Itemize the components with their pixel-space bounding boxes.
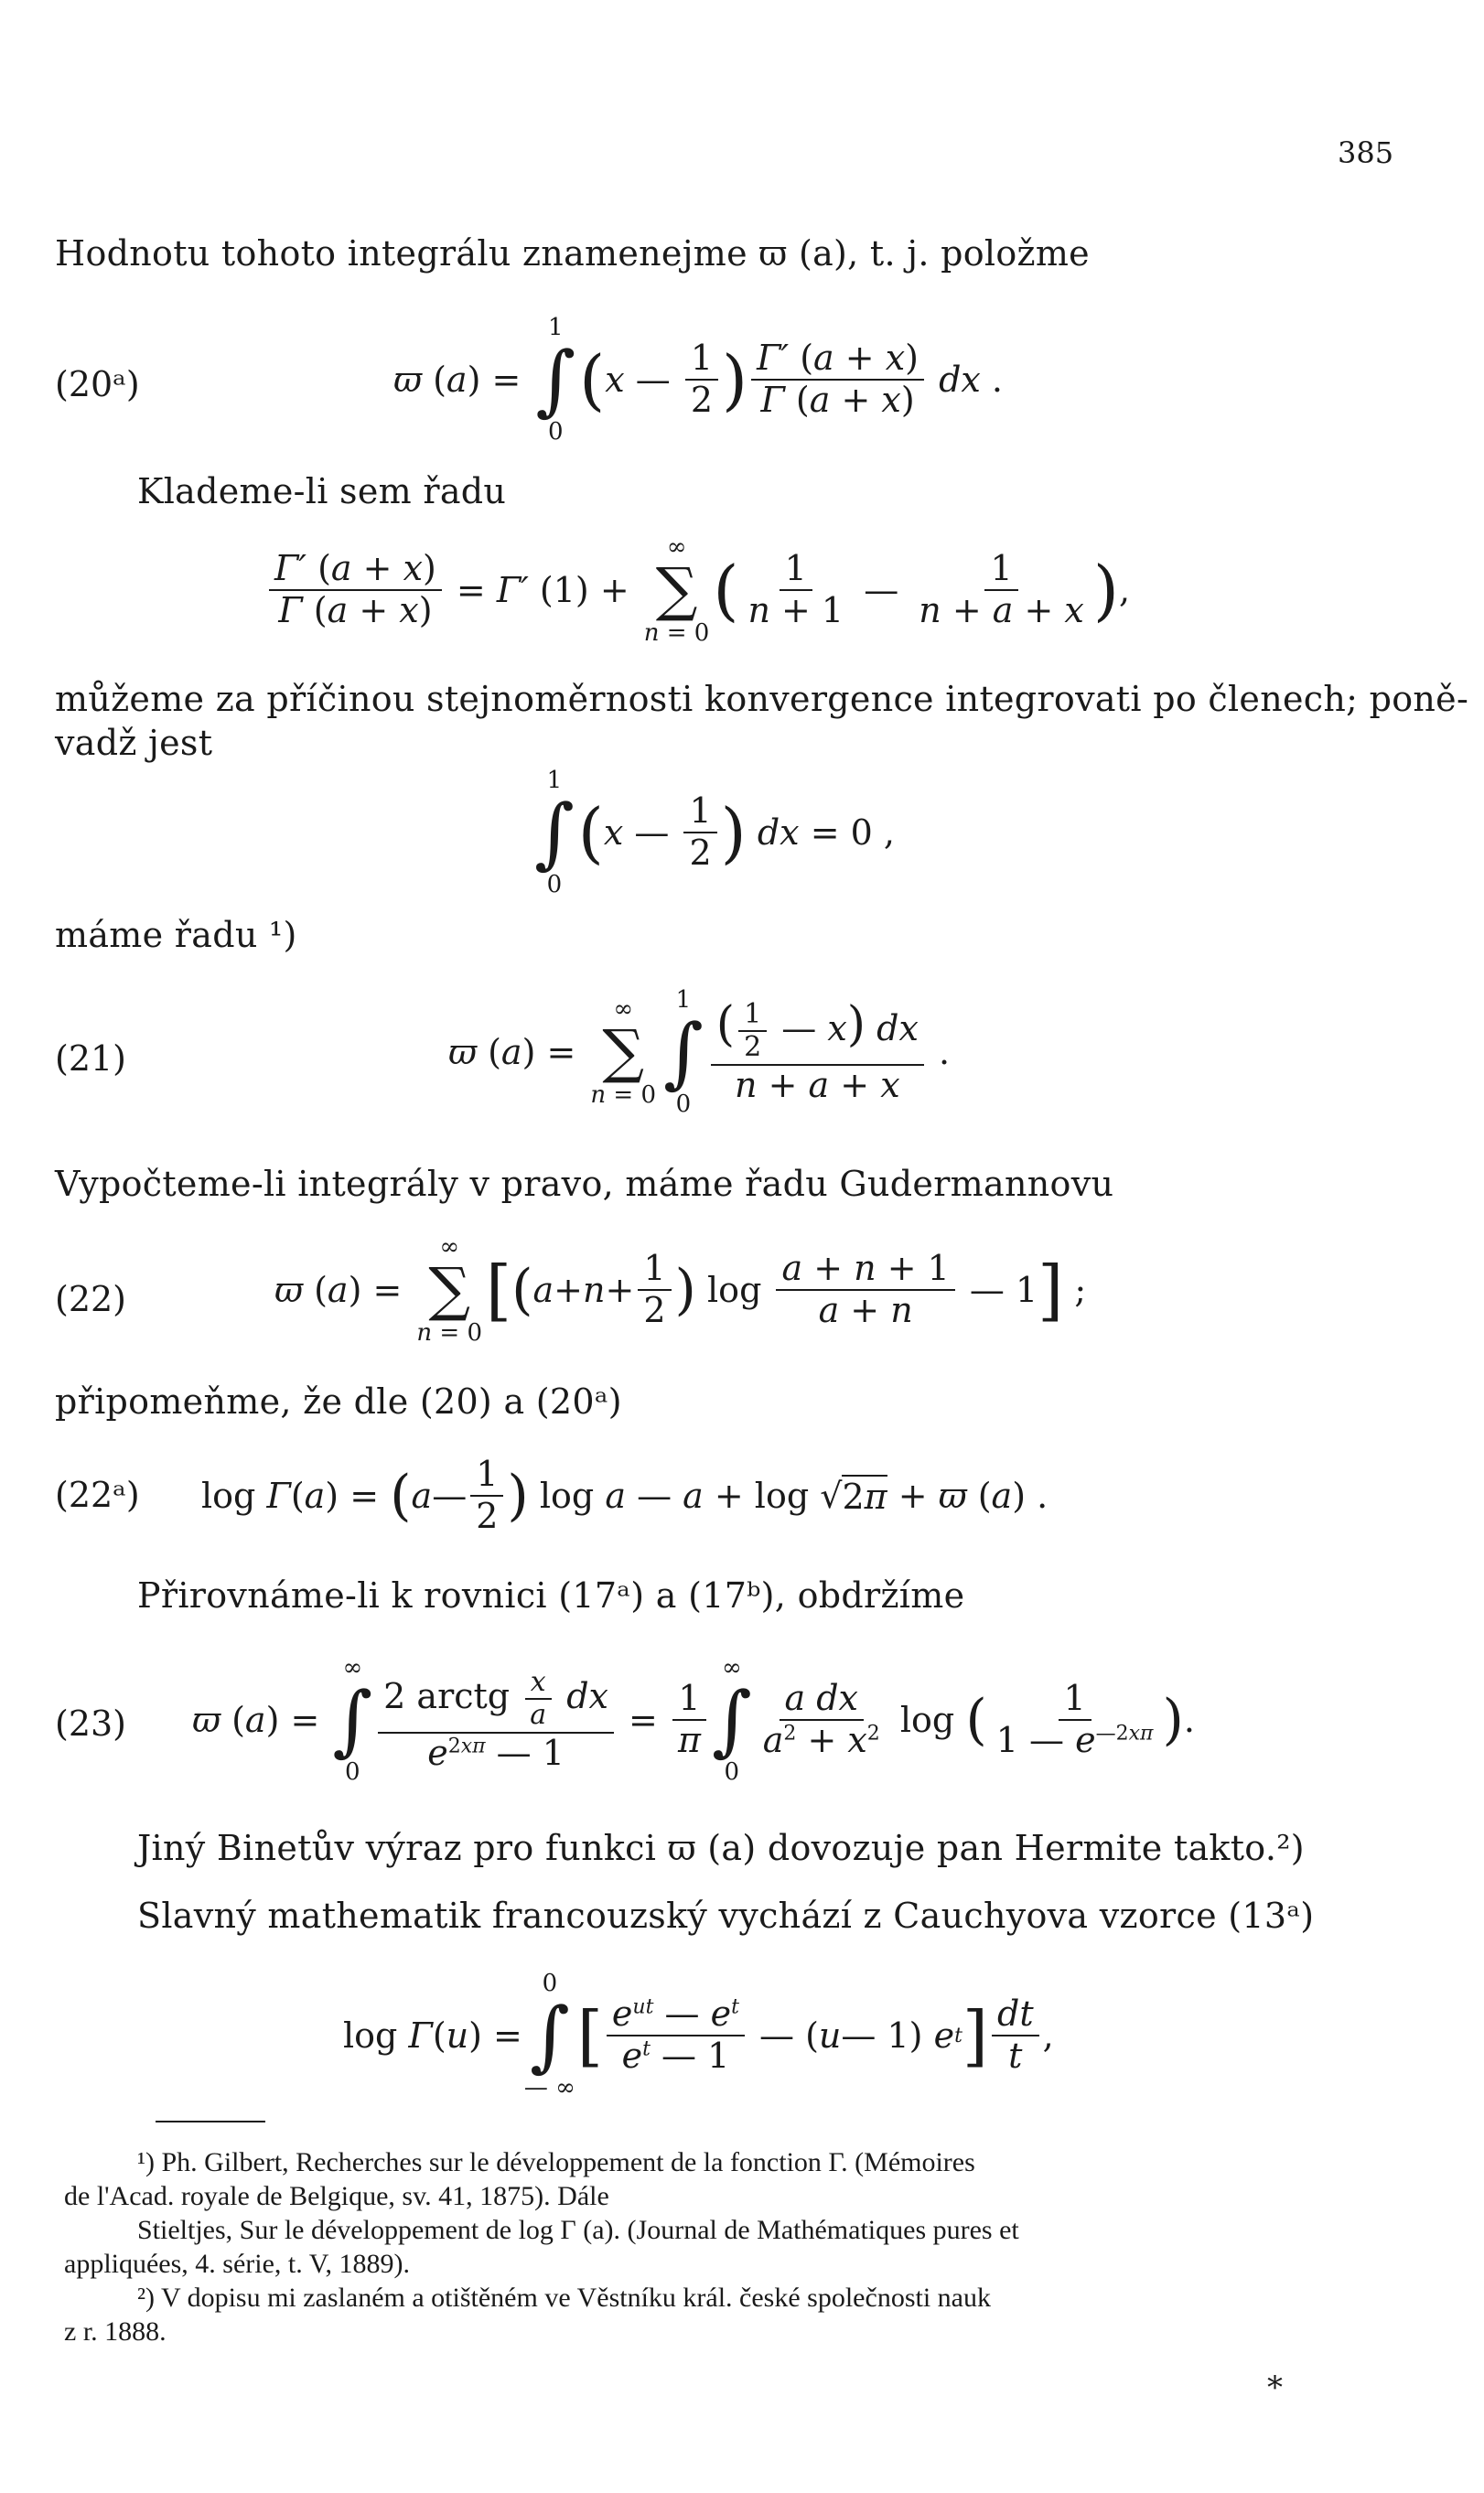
footnote-line: appliquées, 4. série, t. V, 1889). [64,2249,411,2279]
equation-cauchy: log Γ ( u ) = 0 ∫ — ∞ [ $\frac{e^{ut} — e^t}{e^t — 1}$ — ( u — 1) e t ] $\frac{dt}{t}$ , [343,1970,1054,2101]
equation-number: (20ᵃ) [55,364,140,404]
equation-22: ϖ ( a ) = ∞ ∑ n = 0 [ ( a + n + $\frac{1}{2}$ ) log $\frac{a + n + 1}{a + n}$ — 1 ] ; [274,1233,1087,1347]
equation-23: ϖ ( a ) = ∞ ∫ 0 2 arctg $\frac{x}{a}$ dx $e^{2x\pi}$ — 1 = $\frac{1}{\pi}$ ∞ ∫ 0 $\frac{\text{a dx}}{a^2 + x^2}$ log ( $\frac{1}{1 — e^{—2x\pi}}$ ) . [192,1654,1195,1786]
page-number: 385 [1338,135,1394,170]
paragraph-line: Přirovnáme-li k rovnici (17ᵃ) a (17ᵇ), obdržíme [137,1575,965,1616]
equation-number: (22) [55,1279,127,1319]
footnote-line: ²) V dopisu mi zaslaném a otištěném ve Věstníku král. české společnosti nauk [137,2283,991,2313]
equation-21: ϖ ( a ) = ∞ ∑ n = 0 1 ∫ 0 ( $\frac{1}{2}$ — x) dx n + a + x . [448,986,951,1118]
paragraph-line: Klademe-li sem řadu [137,471,507,511]
equation-number: (23) [55,1703,127,1744]
paragraph-line: připomeňme, že dle (20) a (20ᵃ) [55,1381,622,1422]
paragraph-line: Slavný mathematik francouzský vychází z Cauchyova vzorce (13ᵃ) [137,1896,1315,1936]
paragraph-line: Hodnotu tohoto integrálu znamenejme ϖ (a), t. j. položme [55,233,1090,274]
footnote-separator [156,2121,265,2122]
footnote-line: z r. 1888. [64,2316,167,2347]
paragraph-line: můžeme za příčinou stejnoměrnosti konvergence integrovati po členech; poně- [55,679,1469,719]
paragraph-line: vadž jest [55,723,213,763]
signature-mark: * [1267,2369,1283,2406]
equation-22a: log Γ ( a ) = ( a — $\frac{1}{2}$ ) log a — a + log √ 2π + ϖ ( a ) . [201,1454,1048,1536]
equation-series: $\frac{\Gamma' (a + x)}{\Gamma (a + x)}$ = Γ′ (1) + ∞ ∑ n = 0 ( $\frac{1}{n + 1}$ — $\frac{1}{n + a + x}$ ) , [265,531,1130,650]
equation-number: (22ᵃ) [55,1475,140,1515]
equation-20a: ϖ ( a ) = 1 ∫ 0 ( x — $\frac{1}{2}$ ) $\frac{\Gamma' (a + x)}{\Gamma (a + x)}$ dx . [393,314,1003,446]
footnote-line: ¹) Ph. Gilbert, Recherches sur le développement de la fonction Γ. (Mémoires [137,2147,975,2177]
equation-number: (21) [55,1038,127,1079]
footnote-line: Stieltjes, Sur le développement de log Γ (a). (Journal de Mathématiques pures et [137,2215,1019,2245]
paragraph-line: Vypočteme-li integrály v pravo, máme řadu Gudermannovu [55,1164,1114,1204]
equation-zero-integral: 1 ∫ 0 ( x — $\frac{1}{2}$ ) dx = 0 , [534,767,895,898]
paragraph-line: máme řadu ¹) [55,915,297,955]
footnote-line: de l'Acad. royale de Belgique, sv. 41, 1875). Dále [64,2181,609,2211]
paragraph-line: Jiný Binetův výraz pro funkci ϖ (a) dovozuje pan Hermite takto.²) [137,1828,1305,1868]
